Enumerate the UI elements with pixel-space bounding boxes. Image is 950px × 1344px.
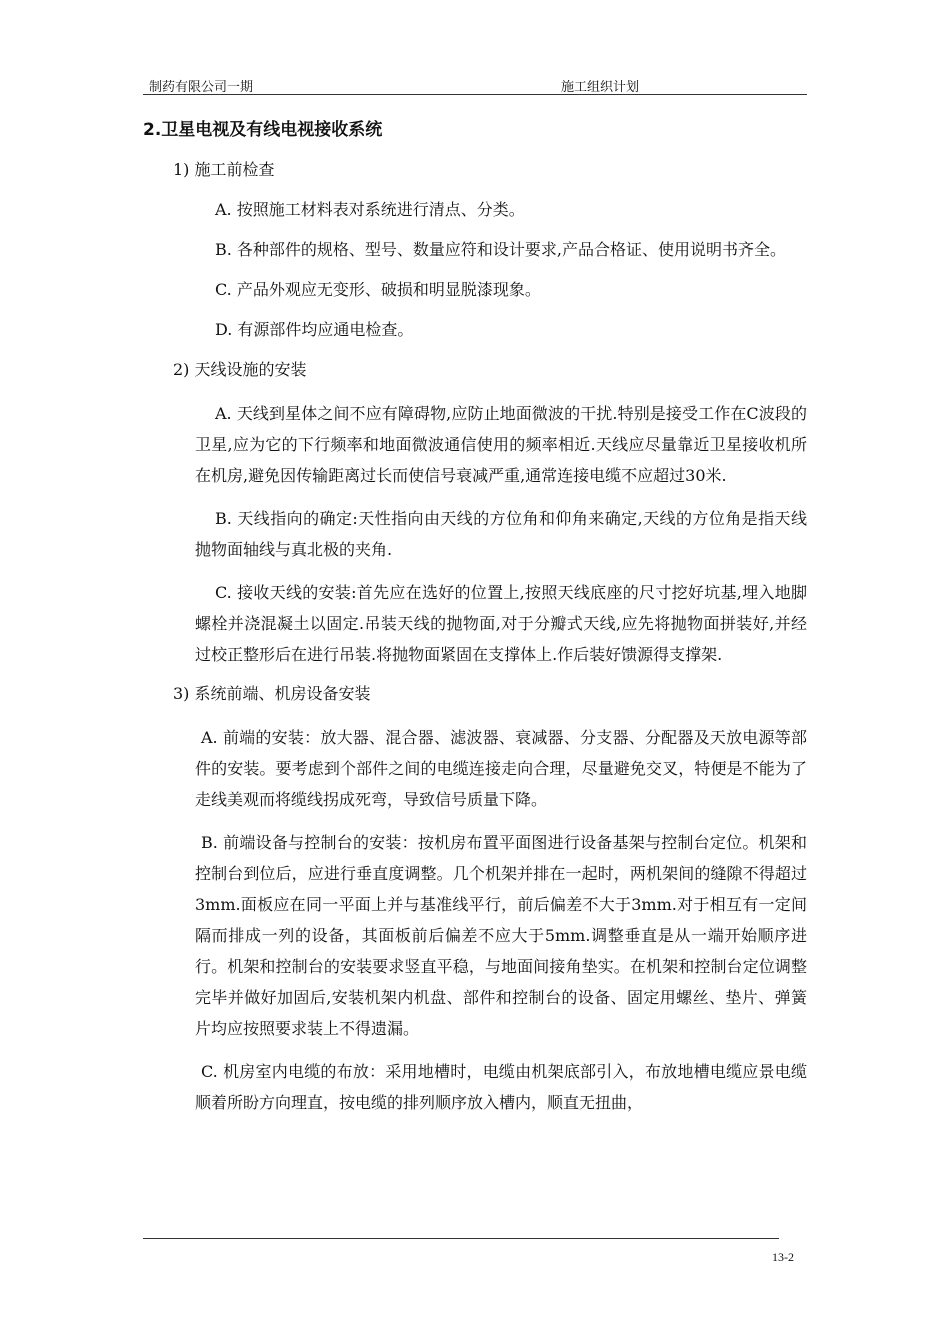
header-company: 制药有限公司一期 bbox=[149, 80, 254, 95]
subsection-title-2: 2) 天线设施的安装 bbox=[173, 360, 307, 379]
list-item: D. 有源部件均应通电检查。 bbox=[215, 320, 414, 339]
paragraph: B. 前端设备与控制台的安装：按机房布置平面图进行设备基架与控制台定位。机架和控制台到位后，应进行垂直度调整。几个机架并排在一起时，两机架间的缝隙不得超过3mm.面板应在同一平面上并与基准线平行，前后偏差不大于3mm.对于相互有一定间隔而排成一列的设备，其面板前后偏差不应大于5mm.调整垂直是从一端开始顺序进行。机架和控制台的安装要求竖直平稳，与地面间接角垫实。在机架和控制台定位调整完毕并做好加固后,安装机架内机盘、部件和控制台的设备、固定用螺丝、垫片、弹簧片均应按照要求装上不得遗漏。 bbox=[195, 833, 807, 1038]
page-number: 13-2 bbox=[772, 1250, 794, 1264]
paragraph: A. 前端的安装：放大器、混合器、滤波器、衰减器、分支器、分配器及天放电源等部件的安装。要考虑到个部件之间的电缆连接走向合理，尽量避免交叉，特便是不能为了走线美观而将缆线拐成死弯，导致信号质量下降。 bbox=[195, 728, 807, 809]
list-item: C. 产品外观应无变形、破损和明显脱漆现象。 bbox=[215, 280, 541, 299]
footer-divider bbox=[143, 1238, 779, 1239]
section-title: 2.卫星电视及有线电视接收系统 bbox=[143, 120, 383, 140]
paragraph: B. 天线指向的确定:天性指向由天线的方位角和仰角来确定,天线的方位角是指天线抛物面轴线与真北极的夹角. bbox=[195, 509, 807, 559]
paragraph: C. 机房室内电缆的布放：采用地槽时，电缆由机架底部引入，布放地槽电缆应景电缆顺着所盼方向理直，按电缆的排列顺序放入槽内，顺直无扭曲， bbox=[195, 1062, 807, 1112]
document-body bbox=[143, 118, 807, 1130]
paragraph: C. 接收天线的安装:首先应在选好的位置上,按照天线底座的尺寸挖好坑基,埋入地脚螺栓并浇混凝土以固定.吊装天线的抛物面,对于分瓣式天线,应先将抛物面拼装好,并经过校正整形后在进行吊装.将抛物面紧固在支撑体上.作后装好馈源得支撑架. bbox=[195, 583, 807, 664]
subsection-title-1: 1) 施工前检查 bbox=[173, 160, 275, 179]
header-doc-title: 施工组织计划 bbox=[561, 80, 640, 95]
page-header bbox=[143, 72, 807, 95]
subsection-title-3: 3) 系统前端、机房设备安装 bbox=[173, 684, 371, 703]
list-item: A. 按照施工材料表对系统进行清点、分类。 bbox=[215, 200, 525, 219]
paragraph: A. 天线到星体之间不应有障碍物,应防止地面微波的干扰.特别是接受工作在C波段的卫星,应为它的下行频率和地面微波通信使用的频率相近.天线应尽量靠近卫星接收机所在机房,避免因传输距离过长而使信号衰减严重,通常连接电缆不应超过30米. bbox=[195, 404, 807, 485]
list-item: B. 各种部件的规格、型号、数量应符和设计要求,产品合格证、使用说明书齐全。 bbox=[215, 240, 787, 259]
